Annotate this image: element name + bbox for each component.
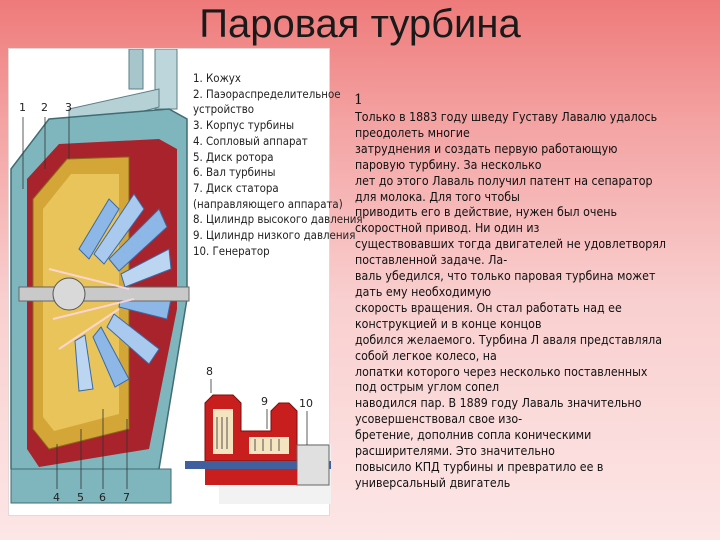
callout-number: 8 [206, 365, 213, 378]
text-line: валь убедился, что только паровая турбина может [355, 269, 656, 284]
legend-item: устройство [193, 102, 255, 117]
body-text [355, 110, 720, 492]
callout-number: 1 [19, 101, 26, 114]
text-line: лет до этого Лаваль получил патент на сепаратор [355, 173, 653, 188]
text-line: паровую турбину. За несколько [355, 157, 542, 172]
text-line: лопатки которого через несколько поставленных [355, 364, 648, 379]
callout-number: 10 [299, 397, 313, 410]
text-line: повысило КПД турбины и превратило ее в [355, 459, 604, 474]
legend-item: 5. Диск ротора [193, 149, 274, 164]
callout-number: 9 [261, 395, 268, 408]
callout-number: 5 [77, 491, 84, 504]
legend-item: 1. Кожух [193, 71, 241, 85]
legend-item: 8. Цилиндр высокого давления [193, 212, 363, 227]
text-line: существовавших тогда двигателей не удовлетворял [355, 237, 667, 252]
slide-title: Паровая турбина [199, 2, 521, 46]
legend-item: 3. Корпус турбины [193, 118, 295, 133]
callout-number: 6 [99, 491, 106, 504]
text-line: преодолеть многие [355, 125, 470, 140]
slide-number: 1 [354, 92, 363, 108]
callout-number: 2 [41, 101, 48, 114]
callout-number: 4 [53, 491, 60, 504]
text-line: дать ему необходимую [355, 284, 492, 299]
legend-item: 6. Вал турбины [193, 165, 276, 180]
legend-item: 9. Цилиндр низкого давления [193, 228, 356, 243]
text-line: скоростной привод. Ни один из [355, 221, 540, 236]
text-line: расширителями. Это значительно [355, 444, 555, 459]
text-line: собой легкое колесо, на [355, 348, 497, 363]
legend-item: (направляющего аппарата) [193, 196, 343, 211]
text-line: поставленной задаче. Ла- [355, 253, 508, 268]
callout-number: 7 [123, 491, 130, 504]
legend-item: 10. Генератор [193, 243, 270, 258]
text-line: усовершенствовал свое изо- [355, 412, 523, 427]
text-line: наводился пар. В 1889 году Лаваль значительно [355, 396, 642, 411]
legend-item: 7. Диск статора [193, 180, 279, 195]
text-line: для молока. Для того чтобы [355, 189, 520, 204]
text-line: Только в 1883 году шведу Густаву Лавалю удалось [355, 110, 658, 124]
text-line: скорость вращения. Он стал работать над ее [355, 300, 622, 315]
text-line: приводить его в действие, нужен был очень [355, 205, 618, 220]
text-line: конструкцией и в конце концов [355, 316, 542, 331]
legend-item: 4. Сопловый аппарат [193, 133, 308, 148]
text-line: универсальный двигатель [355, 475, 511, 490]
text-line: затруднения и создать первую работающую [355, 141, 618, 156]
text-line: добился желаемого. Турбина Л аваля представляла [355, 332, 663, 347]
text-line: бретение, дополнив сопла коническими [355, 428, 592, 443]
text-line: под острым углом сопел [355, 380, 500, 395]
figure-legend [193, 71, 363, 259]
legend-item: 2. Паэораспределительное [193, 86, 341, 101]
callout-number: 3 [65, 101, 72, 114]
turbine-figure [8, 48, 363, 516]
